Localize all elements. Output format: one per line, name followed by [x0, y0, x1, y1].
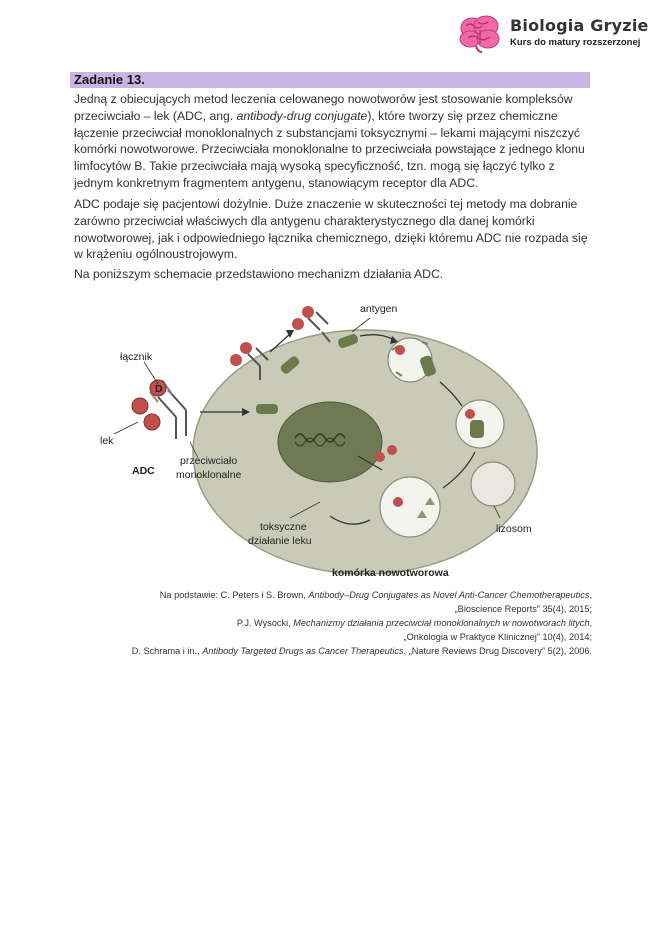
brand-header [458, 14, 658, 56]
task-header [70, 72, 590, 88]
paragraph-intro: Jedną z obiecujących metod leczenia celowanego nowotworów jest stosowanie kompleksów przeciwciało – lek (ADC, ang. antibody-drug conjugate), które tworzy się przez chemiczne łączenie przeciwciał monoklonalnych z substancjami toksycznymi – lekami mającymi niszczyć komórki nowotworowe. Przeciwciała monoklonalne to przeciwciała powstające z jednego klonu limfocytów B. Takie przeciwciała mają wysoką specyficzność, tzn. mogą się łączyć tylko z jednym konkretnym fragmentem antygenu, stanowiącym receptor dla ADC. [74, 92, 585, 190]
brand-subtitle: Kurs do matury rozszerzonej [510, 37, 641, 48]
drug-letter: D [155, 383, 163, 395]
references [70, 588, 592, 658]
brain-icon [458, 14, 502, 54]
label-przeciwcialo: przeciwciało [180, 455, 238, 467]
label-lek: lek [100, 435, 114, 447]
label-antygen: antygen [360, 303, 398, 315]
label-monoklonalne: monoklonalne [176, 469, 242, 481]
label-dzialanie-leku: działanie leku [248, 535, 312, 547]
task-title: Zadanie 13. [74, 72, 145, 87]
label-komorka: komórka nowotworowa [332, 567, 449, 579]
reference-2: P.J. Wysocki, Mechanizmy działania przeciwciał monoklonalnych w nowotworach litych, [236, 618, 592, 628]
lysosome [471, 462, 515, 506]
label-toksyczne: toksyczne [260, 521, 307, 533]
reference-2-journal: „Onkologia w Praktyce Klinicznej” 10(4), 2014; [403, 632, 592, 642]
adc-mechanism-diagram [70, 292, 600, 582]
degradation-vesicle [380, 477, 440, 537]
reference-3: D. Schrama i in., Antibody Targeted Drugs as Cancer Therapeutics, „Nature Reviews Drug Discovery” 5(2), 2006. [131, 646, 592, 656]
label-adc: ADC [132, 465, 155, 477]
reference-1: Na podstawie: C. Peters i S. Brown, Antibody–Drug Conjugates as Novel Anti-Cancer Chemotherapeutics, [159, 590, 592, 600]
label-lacznik: łącznik [120, 351, 153, 363]
diagram-svg [70, 292, 600, 582]
paragraph-administration: ADC podaje się pacjentowi dożylnie. Duże znaczenie w skuteczności tej metody ma dobranie zarówno przeciwciał właściwych dla antygenu charakterystycznego dla danej komórki nowotworowej, jak i odpowiedniego łącznika chemicznego, dzięki któremu ADC nie rozpada się w krążeniu ogólnoustrojowym. [74, 197, 588, 262]
label-lizosom: lizosom [496, 523, 532, 535]
brand-title: Biologia Gryzie [510, 16, 649, 35]
adc-molecule [132, 380, 186, 439]
paragraph-diagram-intro: Na poniższym schemacie przedstawiono mechanizm działania ADC. [74, 267, 444, 281]
reference-1-journal: „Bioscience Reports” 35(4), 2015; [454, 604, 592, 614]
